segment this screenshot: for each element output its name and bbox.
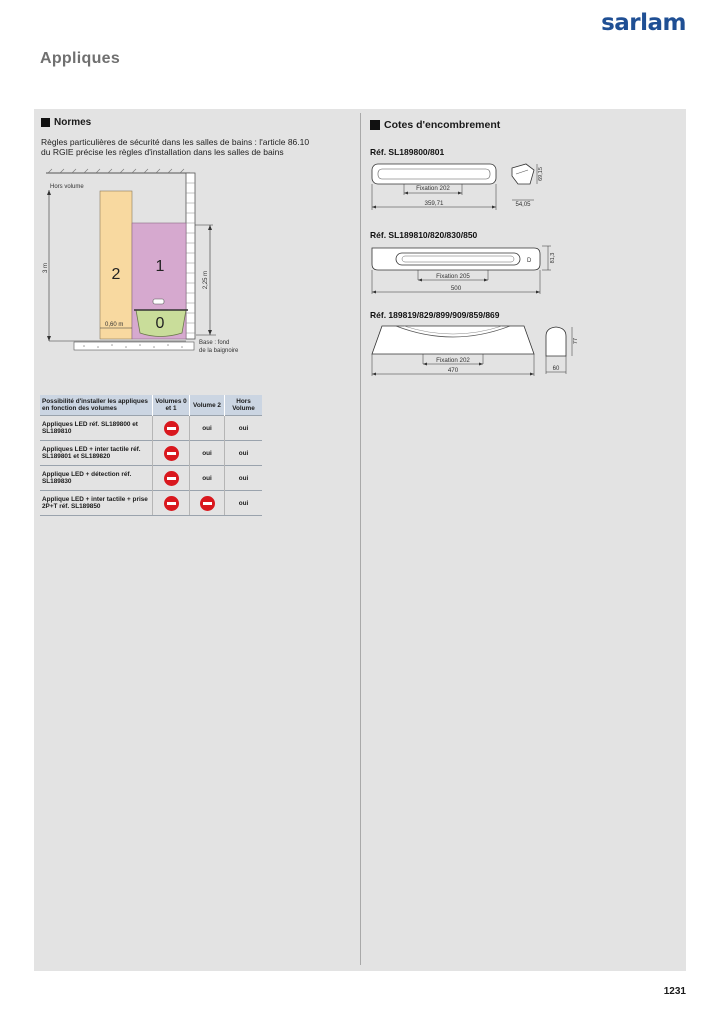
page-title: Appliques xyxy=(40,50,121,67)
table-row xyxy=(40,466,262,491)
cell-value: oui xyxy=(225,441,263,466)
square-bullet-icon xyxy=(41,118,50,127)
cell-value: oui xyxy=(190,441,225,466)
no-entry-icon xyxy=(164,496,179,511)
no-entry-icon xyxy=(164,421,179,436)
product-2-drawing xyxy=(368,242,563,298)
normes-heading-label: Normes xyxy=(54,117,92,128)
volume-2-zone xyxy=(100,191,132,339)
cell-value: oui xyxy=(225,466,263,491)
product-3-drawing xyxy=(368,322,583,380)
volume-0-label: 0 xyxy=(155,315,165,332)
depth-label-1: 54,05 xyxy=(515,202,531,208)
width-060-label: 0,60 m xyxy=(105,322,124,328)
normes-heading xyxy=(41,117,91,128)
height-225-label: 2,25 m xyxy=(203,270,209,290)
height-3m-label: 3 m xyxy=(43,262,49,274)
fixation-label-2: Fixation 205 xyxy=(436,273,470,280)
fixation-label-3: Fixation 202 xyxy=(436,357,470,364)
fixation-label-1: Fixation 202 xyxy=(416,185,450,192)
brand-logo: sarlam xyxy=(601,10,686,36)
row-label: Applique LED + inter tactile + prise 2P+T réf. SL189850 xyxy=(40,491,153,516)
height-label-1: 69,15 xyxy=(538,167,544,181)
bathroom-volumes-diagram xyxy=(40,168,270,358)
table-header: Possibilité d'installer les appliques en fonction des volumes xyxy=(40,395,153,416)
cell-value: oui xyxy=(225,416,263,441)
length-label-3: 470 xyxy=(447,367,459,374)
table-header: Volume 2 xyxy=(190,395,225,416)
base-label-1: Base : fond xyxy=(199,340,230,346)
no-entry-icon xyxy=(164,471,179,486)
cell-value: oui xyxy=(190,466,225,491)
product-ref-3: Réf. 189819/829/899/909/859/869 xyxy=(370,310,500,320)
height-label-2: 81,3 xyxy=(550,252,556,264)
row-label: Appliques LED + inter tactile réf. SL189801 et SL189820 xyxy=(40,441,153,466)
base-label-2: de la baignoire xyxy=(199,348,239,354)
volumes-table xyxy=(40,395,262,516)
svg-text:D: D xyxy=(527,258,532,264)
length-label-2: 500 xyxy=(450,285,462,292)
normes-paragraph: Règles particulières de sécurité dans les salles de bains : l'article 86.10 du RGIE précise les règles d'installation dans les salles de bains xyxy=(41,137,310,157)
row-label: Applique LED + détection réf. SL189830 xyxy=(40,466,153,491)
product-ref-2: Réf. SL189810/820/830/850 xyxy=(370,230,478,240)
no-entry-icon xyxy=(164,446,179,461)
cotes-heading xyxy=(370,119,500,131)
volume-1-label: 1 xyxy=(155,258,165,275)
faucet-icon xyxy=(153,299,164,304)
volume-2-label: 2 xyxy=(111,266,121,283)
cell-value: oui xyxy=(225,491,263,516)
hors-volume-label: Hors volume xyxy=(50,184,84,190)
cell-value: oui xyxy=(190,416,225,441)
depth-label-3: 60 xyxy=(552,366,560,372)
height-label-3: 77 xyxy=(573,337,579,345)
cotes-heading-label: Cotes d'encombrement xyxy=(384,119,501,131)
page-number: 1231 xyxy=(663,986,686,997)
table-header: Hors Volume xyxy=(225,395,263,416)
column-divider xyxy=(360,113,361,965)
table-header: Volumes 0 et 1 xyxy=(153,395,190,416)
no-entry-icon xyxy=(200,496,215,511)
table-row xyxy=(40,491,262,516)
square-bullet-icon xyxy=(370,120,380,130)
table-row xyxy=(40,416,262,441)
table-row xyxy=(40,441,262,466)
product-1-drawing xyxy=(368,160,548,212)
table-header-row xyxy=(40,395,262,416)
length-label-1: 359,71 xyxy=(424,200,444,207)
row-label: Appliques LED réf. SL189800 et SL189810 xyxy=(40,416,153,441)
product-ref-1: Réf. SL189800/801 xyxy=(370,147,445,157)
